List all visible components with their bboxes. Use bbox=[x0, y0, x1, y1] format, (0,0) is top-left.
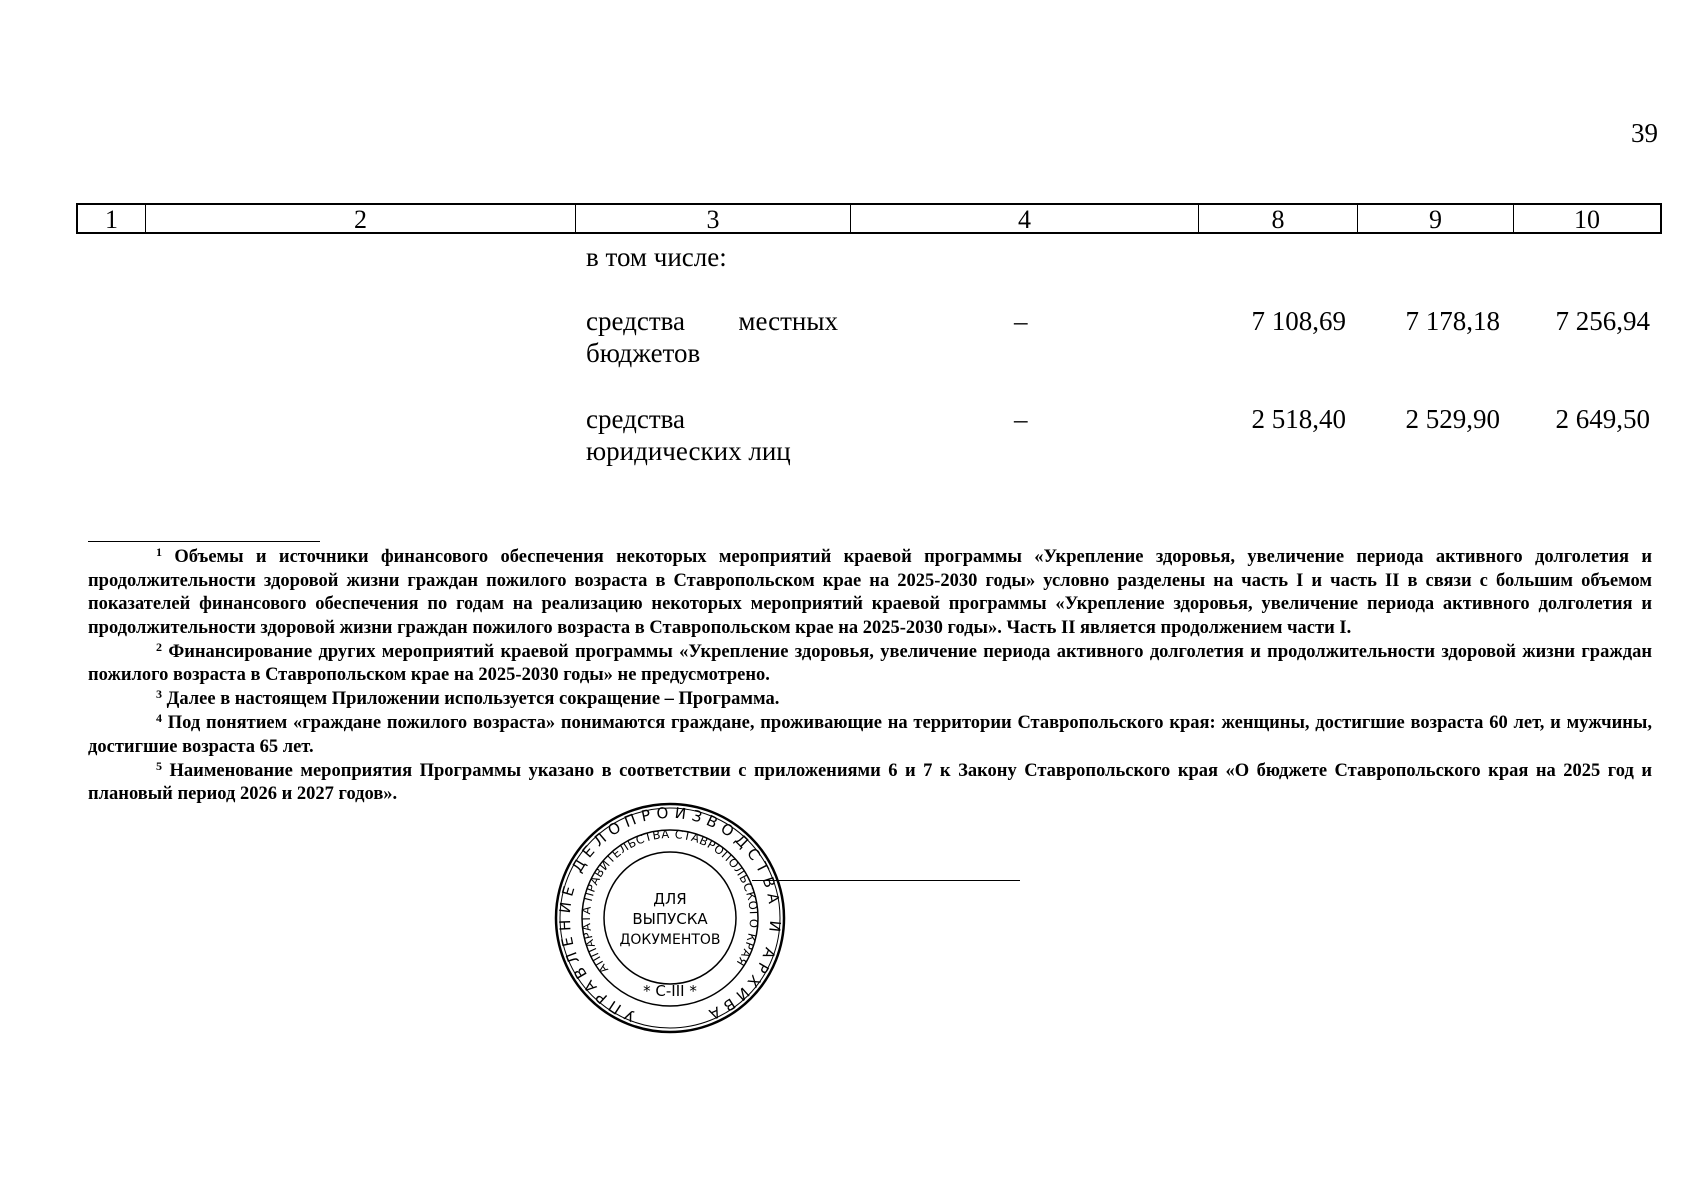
stamp-center-line3: ДОКУМЕНТОВ bbox=[619, 932, 721, 948]
header-col-1: 1 bbox=[78, 205, 146, 232]
row-1-col8: 7 108,69 bbox=[1251, 306, 1346, 336]
intro-label: в том числе: bbox=[586, 242, 727, 272]
footnote-2-text: Финансирование других мероприятий краевой программы «Укрепление здоровья, увеличение периода активного долголетия и продолжительности здоровой жизни граждан пожилого возраста в Ставропольском крае на 2025-2030 годы» не предусмотрено. bbox=[88, 641, 1653, 685]
footnote-5-mark: 5 bbox=[156, 758, 162, 773]
row-2-label-line1: средства bbox=[586, 404, 686, 434]
footnote-2 bbox=[88, 641, 1652, 688]
stamp-bottom-code: * С-III * bbox=[643, 982, 697, 1000]
row-2-col9: 2 529,90 bbox=[1405, 404, 1500, 434]
header-col-4: 4 bbox=[851, 205, 1199, 232]
footnote-3 bbox=[88, 688, 1652, 712]
row-2-col4: – bbox=[1014, 404, 1028, 434]
stamp-center-line2: ВЫПУСКА bbox=[632, 910, 708, 928]
stamp-outer-text: УПРАВЛЕНИЕ ДЕЛОПРОИЗВОДСТВА И АРХИВА bbox=[555, 803, 785, 1026]
row-1-col9: 7 178,18 bbox=[1405, 306, 1500, 336]
footnote-3-mark: 3 bbox=[156, 687, 162, 701]
footnote-5 bbox=[88, 760, 1652, 807]
footnote-separator bbox=[88, 541, 320, 542]
footnote-2-mark: 2 bbox=[156, 639, 162, 654]
signature-line bbox=[752, 880, 1020, 881]
stamp-inner-text: АППАРАТА ПРАВИТЕЛЬСТВА СТАВРОПОЛЬСКОГО КРАЯ bbox=[578, 826, 762, 977]
official-stamp bbox=[552, 800, 788, 1036]
row-2-label-line2: юридических лиц bbox=[586, 436, 791, 466]
footnote-1-text: Объемы и источники финансового обеспечения некоторых мероприятий краевой программы «Укрепление здоровья, увеличение периода активного долголетия и продолжительности здоровой жизни граждан пожилого возраста в Ставропольском крае на 2025-2030 годы» условно разделены на часть I и часть II в связи с большим объемом показателей финансового обеспечения по годам на реализацию некоторых мероприятий краевой программы «Укрепление здоровья, увеличение периода активного долголетия и продолжительности здоровой жизни граждан пожилого возраста в Ставропольском крае на 2025-2030 годы». Часть II является продолжением части I. bbox=[88, 547, 1653, 638]
table-header-row bbox=[76, 203, 1662, 234]
row-2-col10: 2 649,50 bbox=[1555, 404, 1650, 434]
footnote-1-mark: 1 bbox=[156, 545, 162, 559]
header-col-8: 8 bbox=[1199, 205, 1358, 232]
row-1-label-line2: бюджетов bbox=[586, 338, 701, 368]
footnote-4-text: Под понятием «граждане пожилого возраста» понимаются граждане, проживающие на территории Ставропольского края: женщины, достигшие возраста 60 лет, и мужчины, достигшие возраста 65 лет. bbox=[88, 713, 1653, 757]
footnote-4-mark: 4 bbox=[156, 711, 162, 725]
header-col-2: 2 bbox=[146, 205, 576, 232]
footnote-5-text: Наименование мероприятия Программы указано в соответствии с приложениями 6 и 7 к Закону Ставропольского края «О бюджете Ставропольского края на 2025 год и плановый период 2026 и 2027 годов». bbox=[88, 760, 1652, 804]
stamp-center-line1: ДЛЯ bbox=[653, 890, 687, 908]
header-col-9: 9 bbox=[1358, 205, 1514, 232]
row-1-label-line1: средства местных bbox=[586, 306, 838, 336]
row-2-col8: 2 518,40 bbox=[1251, 404, 1346, 434]
header-col-10: 10 bbox=[1574, 205, 1600, 234]
footnote-3-text: Далее в настоящем Приложении используется сокращение – Программа. bbox=[166, 689, 780, 709]
footnotes bbox=[88, 546, 1652, 807]
footnote-1 bbox=[88, 546, 1652, 640]
page-number: 39 bbox=[1631, 118, 1658, 148]
footnote-4 bbox=[88, 712, 1652, 759]
row-1-col10: 7 256,94 bbox=[1555, 306, 1650, 336]
row-1-col4: – bbox=[1014, 306, 1028, 336]
header-col-3: 3 bbox=[576, 205, 851, 232]
